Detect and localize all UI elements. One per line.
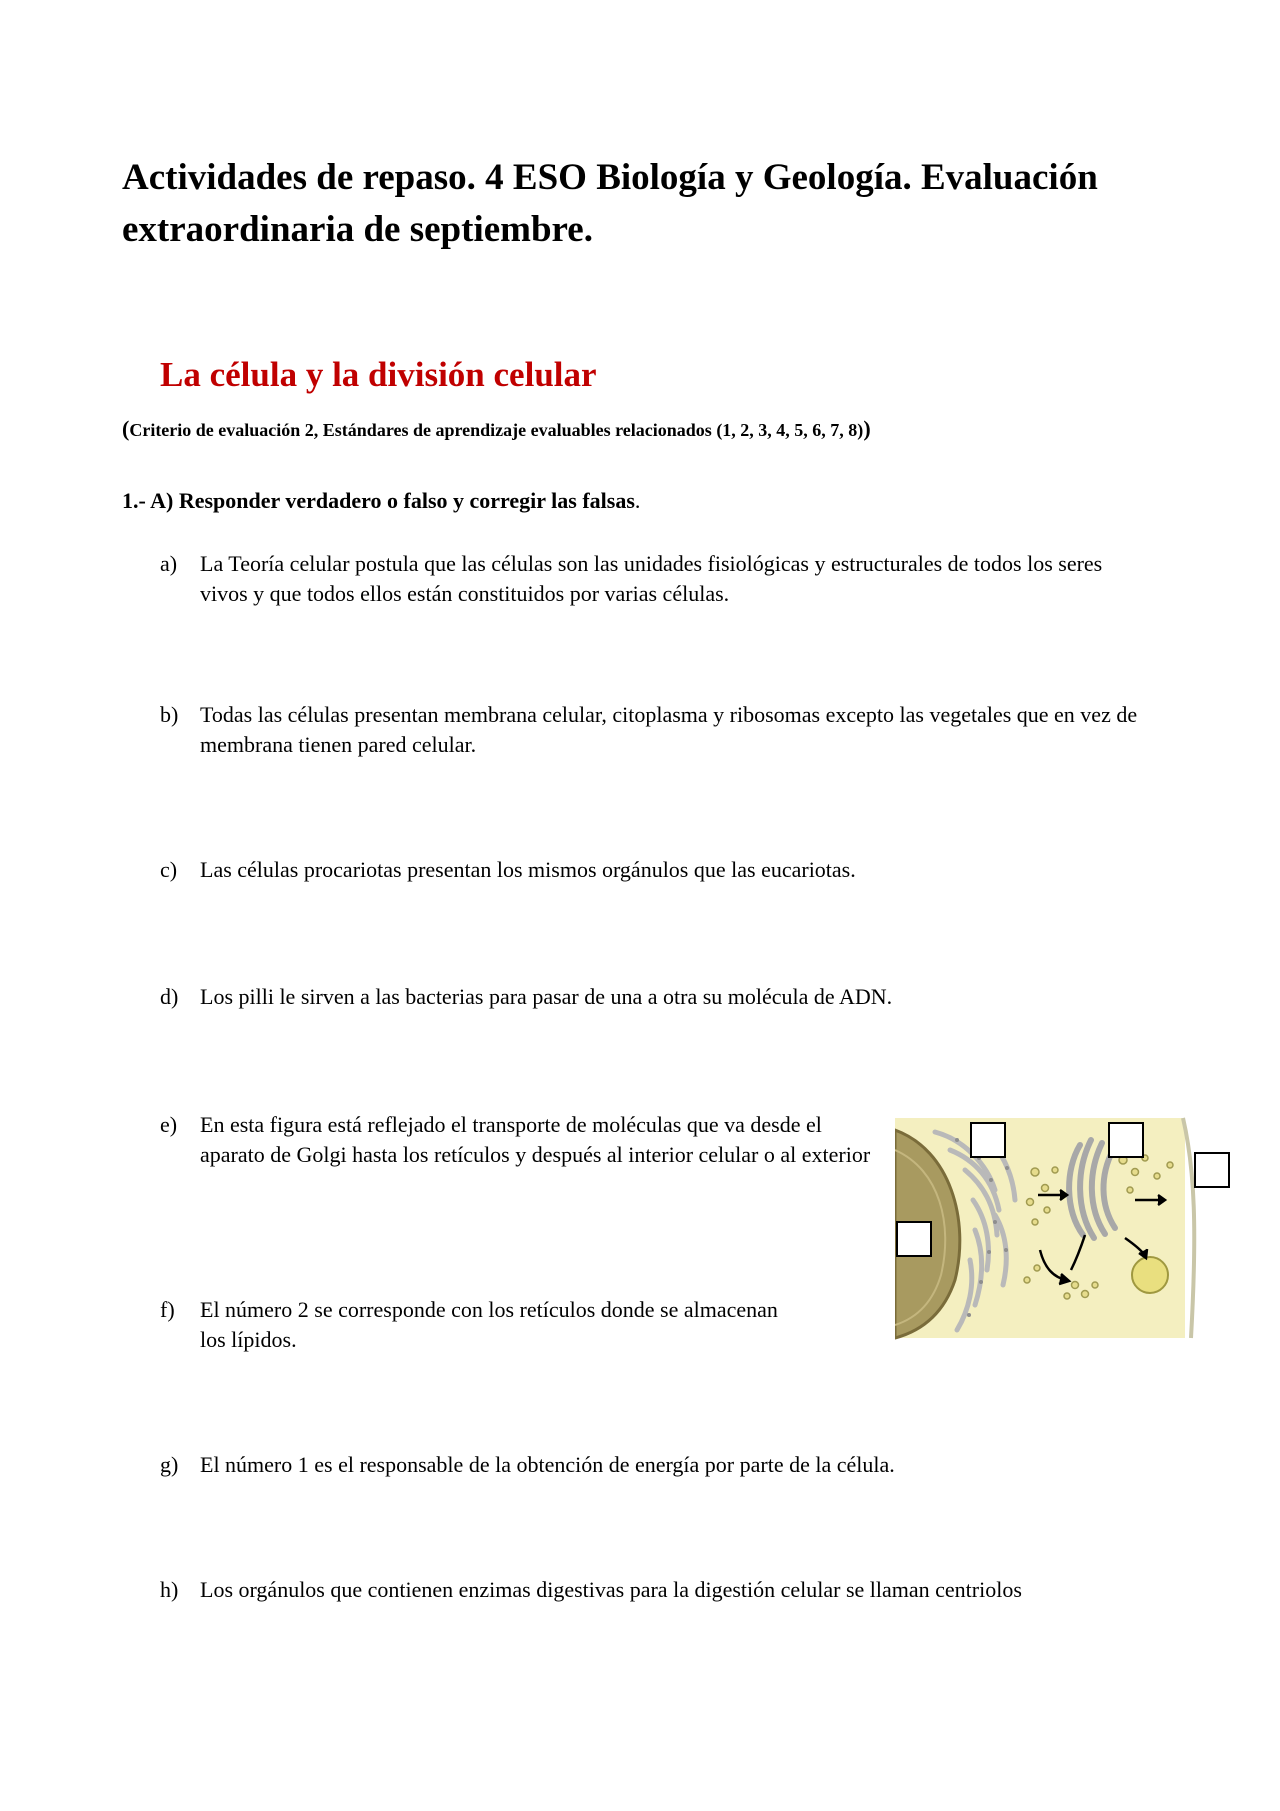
item-text: Los orgánulos que contienen enzimas digestivas para la digestión celular se llaman centriolos <box>200 1577 1022 1602</box>
item-letter: d) <box>160 984 179 1009</box>
item-text: La Teoría celular postula que las células son las unidades fisiológicas y estructurales de todos los seres vivos y que todos ellos están constituidos por varias células. <box>200 551 1103 606</box>
label-box-1[interactable] <box>971 1123 1005 1157</box>
question-trailing: . <box>634 488 641 513</box>
criteria-close-paren: ) <box>863 416 871 441</box>
question-label: 1.- A) Responder verdadero o falso y corregir las falsas <box>122 488 635 513</box>
page-title: Actividades de repaso. 4 ESO Biología y Geología. Evaluación extraordinaria de septiembre. <box>122 157 1098 250</box>
cell-diagram <box>895 1110 1235 1348</box>
item-text: El número 1 es el responsable de la obtención de energía por parte de la célula. <box>200 1452 895 1477</box>
evaluation-criteria <box>122 416 1242 442</box>
item-text: En esta figura está reflejado el transporte de moléculas que va desde el aparato de Golgi hasta los retículos y después al interior celular o al exterior <box>200 1112 871 1167</box>
item-letter: f) <box>160 1297 175 1322</box>
item-letter: c) <box>160 857 178 882</box>
secretory-granule <box>1132 1257 1168 1293</box>
question-1-heading <box>122 488 640 514</box>
label-box-3[interactable] <box>1195 1153 1229 1187</box>
section-title: La célula y la división celular <box>160 355 597 394</box>
item-text: Todas las células presentan membrana celular, citoplasma y ribosomas excepto las vegetales que en vez de membrana tienen pared celular. <box>200 702 1138 757</box>
label-box-2[interactable] <box>1109 1123 1143 1157</box>
cell-secretion-figure <box>895 1110 1235 1348</box>
item-letter: b) <box>160 702 179 727</box>
criteria-text: Criterio de evaluación 2, Estándares de aprendizaje evaluables relacionados (1, 2, 3, 4, 5, 6, 7, 8) <box>129 420 864 440</box>
item-letter: g) <box>160 1452 179 1477</box>
item-text: Los pilli le sirven a las bacterias para pasar de una a otra su molécula de ADN. <box>200 984 893 1009</box>
item-letter: h) <box>160 1577 179 1602</box>
criteria-open-paren: ( <box>122 416 130 441</box>
label-box-4[interactable] <box>897 1222 931 1256</box>
item-letter: a) <box>160 551 178 576</box>
item-letter: e) <box>160 1112 178 1137</box>
item-text: El número 2 se corresponde con los retículos donde se almacenan los lípidos. <box>200 1297 778 1352</box>
item-text: Las células procariotas presentan los mismos orgánulos que las eucariotas. <box>200 857 856 882</box>
